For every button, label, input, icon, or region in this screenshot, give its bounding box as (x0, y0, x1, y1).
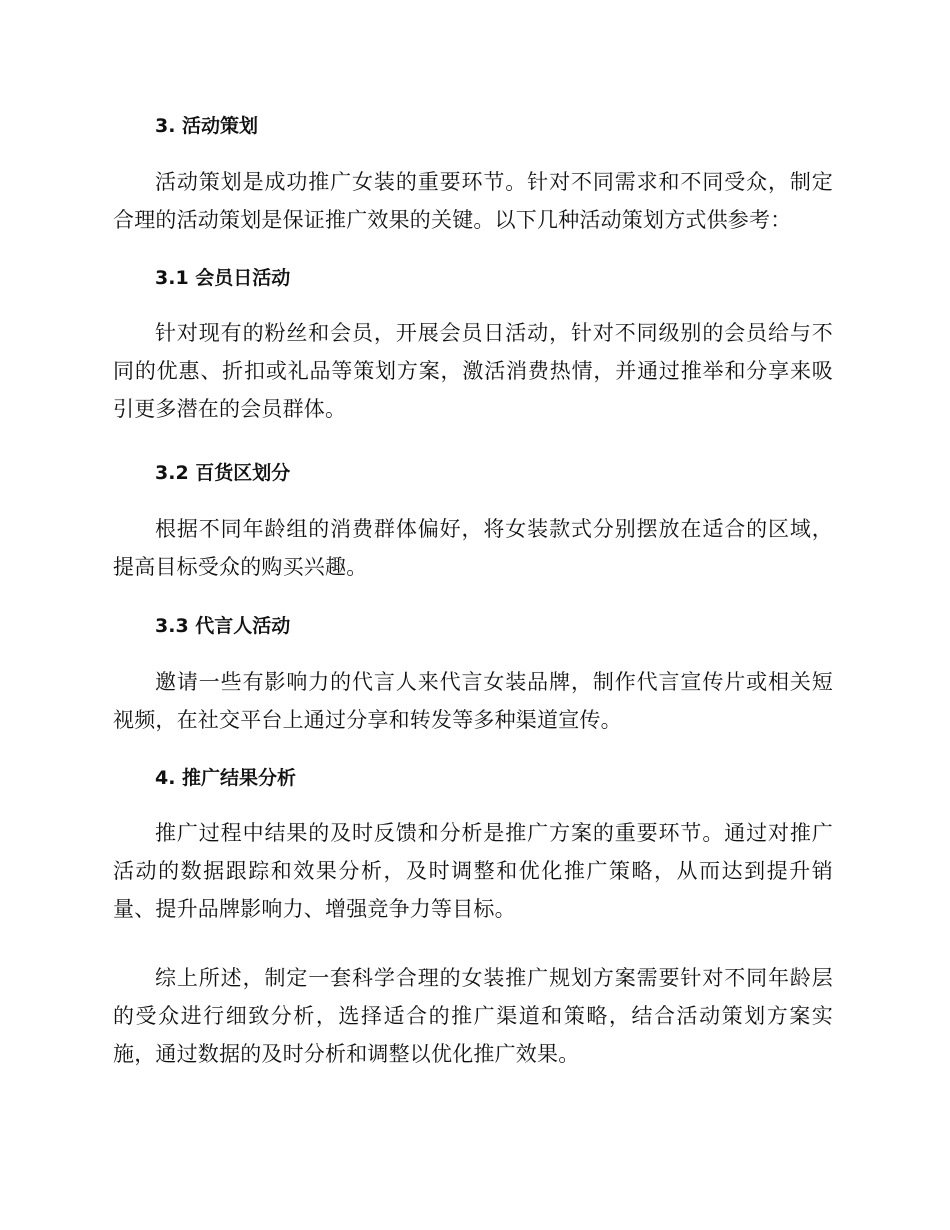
paragraph-activity-planning: 活动策划是成功推广女装的重要环节。针对不同需求和不同受众，制定合理的活动策划是保证推广效果的关键。以下几种活动策划方式供参考： (113, 170, 833, 232)
heading-activity-planning: 3. 活动策划 (155, 115, 259, 137)
heading-spokesperson: 3.3 代言人活动 (155, 615, 291, 637)
paragraph-result-analysis: 推广过程中结果的及时反馈和分析是推广方案的重要环节。通过对推广活动的数据跟踪和效果分析，及时调整和优化推广策略，从而达到提升销量、提升品牌影响力、增强竞争力等目标。 (113, 821, 833, 921)
heading-department-zoning: 3.2 百货区划分 (155, 462, 291, 484)
heading-member-day: 3.1 会员日活动 (155, 267, 291, 289)
heading-result-analysis: 4. 推广结果分析 (155, 767, 297, 789)
paragraph-conclusion: 综上所述，制定一套科学合理的女装推广规划方案需要针对不同年龄层的受众进行细致分析，选择适合的推广渠道和策略，结合活动策划方案实施，通过数据的及时分析和调整以优化推广效果。 (113, 966, 833, 1066)
paragraph-spokesperson: 邀请一些有影响力的代言人来代言女装品牌，制作代言宣传片或相关短视频，在社交平台上通过分享和转发等多种渠道宣传。 (113, 670, 833, 732)
paragraph-member-day: 针对现有的粉丝和会员，开展会员日活动，针对不同级别的会员给与不同的优惠、折扣或礼品等策划方案，激活消费热情，并通过推举和分享来吸引更多潜在的会员群体。 (113, 321, 833, 421)
paragraph-department-zoning: 根据不同年龄组的消费群体偏好，将女装款式分别摆放在适合的区域，提高目标受众的购买兴趣。 (113, 517, 833, 579)
